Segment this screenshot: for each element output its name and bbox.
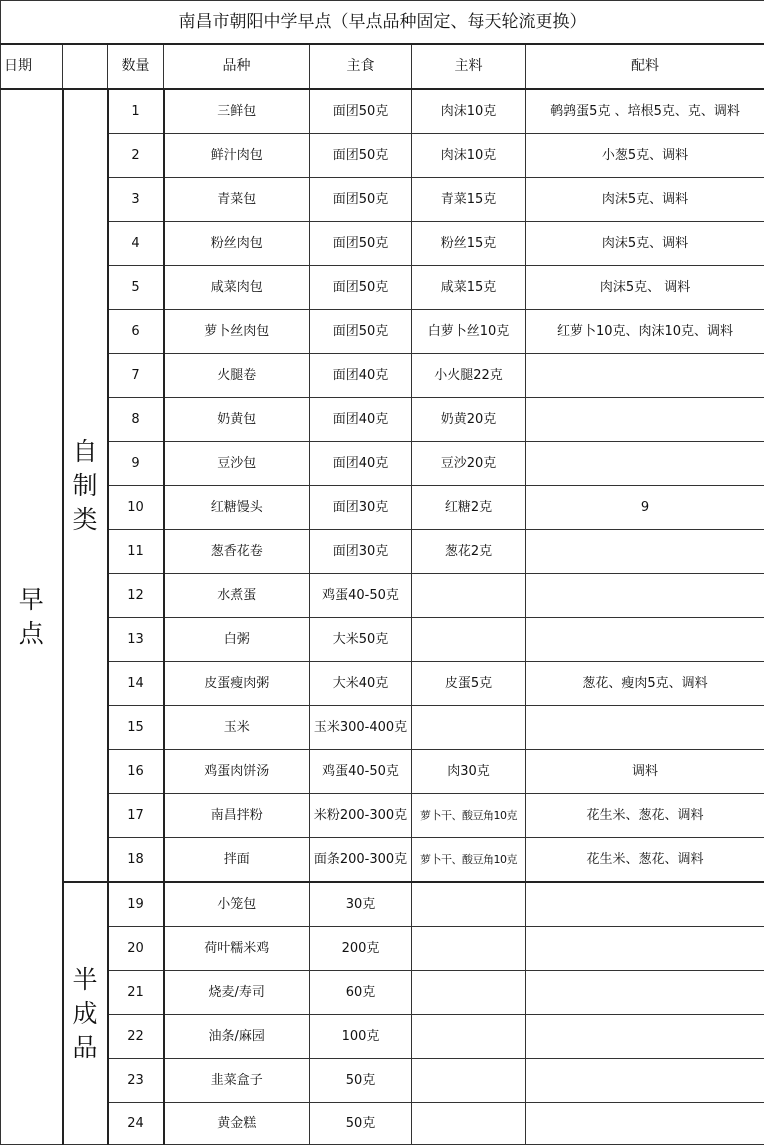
row-side-ingredient bbox=[526, 530, 764, 574]
row-side-ingredient bbox=[526, 574, 764, 618]
row-staple: 面团40克 bbox=[310, 354, 412, 398]
row-main-ingredient bbox=[412, 882, 526, 927]
row-staple: 60克 bbox=[310, 971, 412, 1015]
row-variety: 粉丝肉包 bbox=[164, 222, 310, 266]
row-variety: 白粥 bbox=[164, 618, 310, 662]
table-row bbox=[1, 794, 764, 838]
row-variety: 青菜包 bbox=[164, 178, 310, 222]
row-main-ingredient: 皮蛋5克 bbox=[412, 662, 526, 706]
row-staple: 面条200-300克 bbox=[310, 838, 412, 883]
row-side-ingredient: 葱花、瘦肉5克、调料 bbox=[526, 662, 764, 706]
table-row bbox=[1, 838, 764, 883]
header-date: 日期 bbox=[1, 44, 63, 89]
row-variety: 荷叶糯米鸡 bbox=[164, 927, 310, 971]
row-main-ingredient: 萝卜干、酸豆角10克 bbox=[412, 794, 526, 838]
row-side-ingredient: 小葱5克、调料 bbox=[526, 134, 764, 178]
row-number: 17 bbox=[108, 794, 164, 838]
group-label-self-made-char: 制 bbox=[72, 470, 98, 500]
table-row bbox=[1, 1059, 764, 1103]
row-main-ingredient bbox=[412, 574, 526, 618]
row-side-ingredient: 红萝卜10克、肉沫10克、调料 bbox=[526, 310, 764, 354]
table-row bbox=[1, 354, 764, 398]
table-row bbox=[1, 89, 764, 134]
table-row bbox=[1, 1015, 764, 1059]
header-variety: 品种 bbox=[164, 44, 310, 89]
table-row bbox=[1, 927, 764, 971]
row-staple: 鸡蛋40-50克 bbox=[310, 750, 412, 794]
row-side-ingredient: 花生米、葱花、调料 bbox=[526, 838, 764, 883]
table-row bbox=[1, 618, 764, 662]
row-main-ingredient bbox=[412, 1059, 526, 1103]
group-label-semi-finished-char: 成 bbox=[72, 998, 98, 1028]
row-staple: 鸡蛋40-50克 bbox=[310, 574, 412, 618]
header-side-ingredient: 配料 bbox=[526, 44, 764, 89]
row-side-ingredient bbox=[526, 882, 764, 927]
row-side-ingredient bbox=[526, 1059, 764, 1103]
row-main-ingredient: 咸菜15克 bbox=[412, 266, 526, 310]
header-blank bbox=[63, 44, 108, 89]
row-variety: 红糖馒头 bbox=[164, 486, 310, 530]
row-main-ingredient bbox=[412, 618, 526, 662]
row-variety: 鲜汁肉包 bbox=[164, 134, 310, 178]
row-number: 5 bbox=[108, 266, 164, 310]
header-quantity: 数量 bbox=[108, 44, 164, 89]
row-number: 20 bbox=[108, 927, 164, 971]
row-variety: 拌面 bbox=[164, 838, 310, 883]
header-staple: 主食 bbox=[310, 44, 412, 89]
row-number: 9 bbox=[108, 442, 164, 486]
table-row bbox=[1, 266, 764, 310]
row-variety: 油条/麻园 bbox=[164, 1015, 310, 1059]
row-variety: 小笼包 bbox=[164, 882, 310, 927]
row-number: 2 bbox=[108, 134, 164, 178]
row-variety: 豆沙包 bbox=[164, 442, 310, 486]
row-main-ingredient: 肉沫10克 bbox=[412, 134, 526, 178]
row-main-ingredient: 白萝卜丝10克 bbox=[412, 310, 526, 354]
table-row bbox=[1, 486, 764, 530]
table-row bbox=[1, 442, 764, 486]
group-label-self-made-char: 自 bbox=[72, 436, 98, 466]
period-label-char: 早 bbox=[18, 585, 44, 614]
table-row bbox=[1, 662, 764, 706]
header-row bbox=[1, 44, 764, 89]
row-variety: 黄金糕 bbox=[164, 1103, 310, 1145]
group-label-self-made bbox=[63, 89, 108, 882]
row-staple: 面团30克 bbox=[310, 530, 412, 574]
row-staple: 面团50克 bbox=[310, 178, 412, 222]
table-row bbox=[1, 310, 764, 354]
row-variety: 南昌拌粉 bbox=[164, 794, 310, 838]
row-number: 16 bbox=[108, 750, 164, 794]
row-variety: 咸菜肉包 bbox=[164, 266, 310, 310]
row-staple: 面团50克 bbox=[310, 89, 412, 134]
row-main-ingredient bbox=[412, 1015, 526, 1059]
row-staple: 大米50克 bbox=[310, 618, 412, 662]
row-staple: 200克 bbox=[310, 927, 412, 971]
row-variety: 玉米 bbox=[164, 706, 310, 750]
table-row bbox=[1, 530, 764, 574]
row-main-ingredient bbox=[412, 971, 526, 1015]
row-staple: 面团50克 bbox=[310, 266, 412, 310]
row-number: 22 bbox=[108, 1015, 164, 1059]
row-side-ingredient bbox=[526, 971, 764, 1015]
row-staple: 面团50克 bbox=[310, 310, 412, 354]
table-row bbox=[1, 134, 764, 178]
row-side-ingredient: 9 bbox=[526, 486, 764, 530]
row-variety: 烧麦/寿司 bbox=[164, 971, 310, 1015]
table-row bbox=[1, 971, 764, 1015]
row-side-ingredient bbox=[526, 398, 764, 442]
row-staple: 面团40克 bbox=[310, 442, 412, 486]
row-side-ingredient: 肉沫5克、调料 bbox=[526, 178, 764, 222]
row-main-ingredient: 葱花2克 bbox=[412, 530, 526, 574]
row-variety: 奶黄包 bbox=[164, 398, 310, 442]
row-side-ingredient: 鹌鹑蛋5克 、培根5克、克、调料 bbox=[526, 89, 764, 134]
period-label-char: 点 bbox=[18, 619, 44, 648]
row-variety: 萝卜丝肉包 bbox=[164, 310, 310, 354]
row-main-ingredient: 奶黄20克 bbox=[412, 398, 526, 442]
row-variety: 皮蛋瘦肉粥 bbox=[164, 662, 310, 706]
row-variety: 鸡蛋肉饼汤 bbox=[164, 750, 310, 794]
period-label bbox=[1, 89, 63, 1145]
row-side-ingredient bbox=[526, 442, 764, 486]
group-label-semi-finished bbox=[63, 882, 108, 1145]
row-number: 13 bbox=[108, 618, 164, 662]
row-number: 7 bbox=[108, 354, 164, 398]
group-label-self-made-char: 类 bbox=[72, 504, 98, 534]
row-number: 18 bbox=[108, 838, 164, 883]
row-staple: 面团50克 bbox=[310, 134, 412, 178]
row-staple: 面团40克 bbox=[310, 398, 412, 442]
table-row bbox=[1, 178, 764, 222]
row-staple: 面团30克 bbox=[310, 486, 412, 530]
row-staple: 100克 bbox=[310, 1015, 412, 1059]
row-side-ingredient bbox=[526, 706, 764, 750]
row-number: 1 bbox=[108, 89, 164, 134]
row-staple: 面团50克 bbox=[310, 222, 412, 266]
row-number: 24 bbox=[108, 1103, 164, 1145]
table-body bbox=[1, 1, 764, 1145]
row-main-ingredient bbox=[412, 706, 526, 750]
table-row bbox=[1, 1103, 764, 1145]
row-main-ingredient: 豆沙20克 bbox=[412, 442, 526, 486]
table-row bbox=[1, 882, 764, 927]
row-variety: 韭菜盒子 bbox=[164, 1059, 310, 1103]
row-main-ingredient: 青菜15克 bbox=[412, 178, 526, 222]
row-number: 6 bbox=[108, 310, 164, 354]
row-number: 3 bbox=[108, 178, 164, 222]
row-variety: 葱香花卷 bbox=[164, 530, 310, 574]
header-main-ingredient: 主料 bbox=[412, 44, 526, 89]
row-main-ingredient: 肉30克 bbox=[412, 750, 526, 794]
row-side-ingredient bbox=[526, 618, 764, 662]
group-label-semi-finished-char: 半 bbox=[72, 964, 98, 994]
row-number: 21 bbox=[108, 971, 164, 1015]
row-side-ingredient: 肉沫5克、调料 bbox=[526, 222, 764, 266]
table-row bbox=[1, 222, 764, 266]
page-title: 南昌市朝阳中学早点（早点品种固定、每天轮流更换） bbox=[1, 1, 764, 45]
row-staple: 米粉200-300克 bbox=[310, 794, 412, 838]
row-side-ingredient bbox=[526, 354, 764, 398]
row-staple: 50克 bbox=[310, 1059, 412, 1103]
table-row bbox=[1, 706, 764, 750]
table-row bbox=[1, 398, 764, 442]
row-side-ingredient bbox=[526, 1103, 764, 1145]
group-label-semi-finished-char: 品 bbox=[72, 1032, 98, 1062]
row-number: 12 bbox=[108, 574, 164, 618]
row-variety: 水煮蛋 bbox=[164, 574, 310, 618]
row-staple: 玉米300-400克 bbox=[310, 706, 412, 750]
row-number: 11 bbox=[108, 530, 164, 574]
row-side-ingredient: 调料 bbox=[526, 750, 764, 794]
row-variety: 三鲜包 bbox=[164, 89, 310, 134]
row-main-ingredient: 小火腿22克 bbox=[412, 354, 526, 398]
row-number: 23 bbox=[108, 1059, 164, 1103]
row-side-ingredient: 花生米、葱花、调料 bbox=[526, 794, 764, 838]
row-staple: 30克 bbox=[310, 882, 412, 927]
table-row bbox=[1, 750, 764, 794]
row-main-ingredient: 萝卜干、酸豆角10克 bbox=[412, 838, 526, 883]
row-main-ingredient: 肉沫10克 bbox=[412, 89, 526, 134]
row-variety: 火腿卷 bbox=[164, 354, 310, 398]
table-row bbox=[1, 574, 764, 618]
row-main-ingredient bbox=[412, 927, 526, 971]
row-main-ingredient: 粉丝15克 bbox=[412, 222, 526, 266]
row-number: 4 bbox=[108, 222, 164, 266]
row-side-ingredient bbox=[526, 1015, 764, 1059]
row-staple: 50克 bbox=[310, 1103, 412, 1145]
row-staple: 大米40克 bbox=[310, 662, 412, 706]
row-side-ingredient: 肉沫5克、 调料 bbox=[526, 266, 764, 310]
row-number: 10 bbox=[108, 486, 164, 530]
row-number: 8 bbox=[108, 398, 164, 442]
row-number: 14 bbox=[108, 662, 164, 706]
row-number: 19 bbox=[108, 882, 164, 927]
row-main-ingredient bbox=[412, 1103, 526, 1145]
row-side-ingredient bbox=[526, 927, 764, 971]
row-main-ingredient: 红糖2克 bbox=[412, 486, 526, 530]
row-number: 15 bbox=[108, 706, 164, 750]
